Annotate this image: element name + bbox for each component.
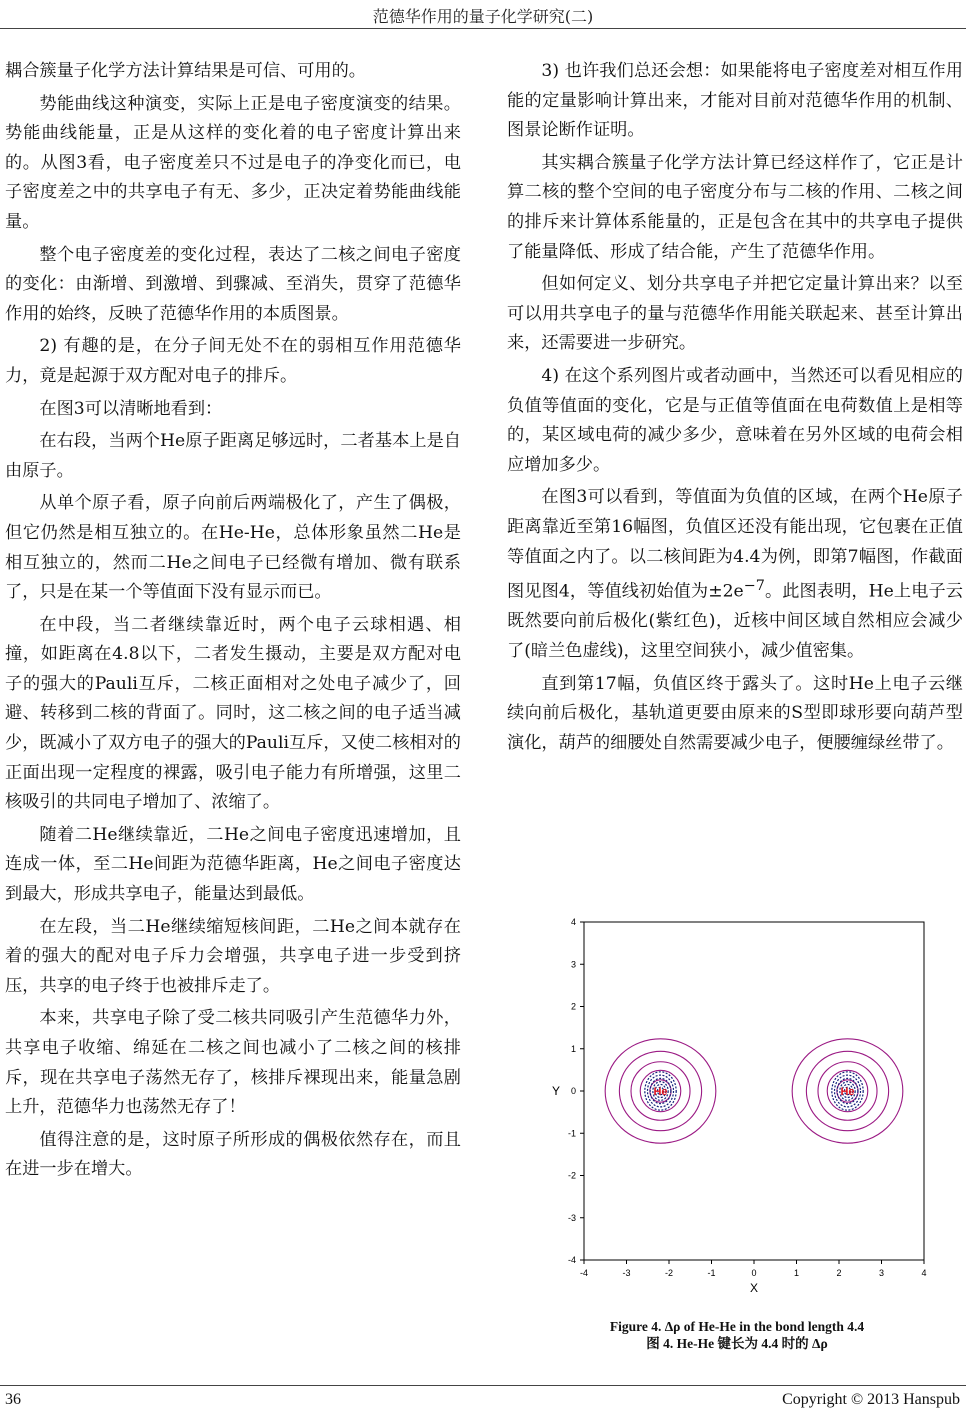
- y-tick-label: 3: [570, 959, 576, 970]
- paragraph-text: 。此图表明，He上电子云既然要向前后极化(紫红色)，近核中间区域自然相应会减少了(暗兰色虚线)，这里空间狭小，减少值密集。: [507, 581, 963, 662]
- paragraph: 2) 有趣的是，在分子间无处不在的弱相互作用范德华力，竟是起源于双方配对电子的排斥。: [5, 336, 461, 386]
- paragraph: 耦合簇量子化学方法计算结果是可信、可用的。: [5, 61, 366, 81]
- paragraph: 势能曲线这种演变，实际上正是电子密度演变的结果。势能曲线能量，正是从这样的变化着的电子密度计算出来的。从图3看，电子密度差只不过是电子的净变化而已，电子密度差之中的共享电子有无、多少，正决定着势能曲线能量。: [5, 93, 461, 232]
- paragraph: 在中段，当二者继续靠近时，两个电子云球相遇、相撞，如距离在4.8以下，二者发生摄动，主要是双方配对电子的强大的Pauli互斥，二核正面相对之处电子减少了，回避、转移到二核的背面了。同时，这二核之间的电子适当减少，既减小了双方电子的强大的Pauli互斥，又使二核相对的正面出现一定程度的裸露，吸引电子能力有所增强，这里二核吸引的共同电子增加了、浓缩了。: [5, 614, 461, 813]
- y-tick-label: -1: [567, 1128, 576, 1139]
- paragraph: 4) 在这个系列图片或者动画中，当然还可以看见相应的负值等值面的变化，它是与正值等值面在电荷数值上是相等的，某区域电荷的减少多少，意味着在另外区域的电荷会相应增加多少。: [507, 365, 963, 475]
- paragraph: 在右段，当两个He原子距离足够远时，二者基本上是自由原子。: [5, 431, 461, 481]
- y-axis-label: Y: [551, 1084, 561, 1098]
- paragraph: [507, 483, 963, 666]
- running-title: 范德华作用的量子化学研究(二): [372, 7, 594, 26]
- y-tick-label: 2: [570, 1001, 576, 1012]
- atom-label: He: [840, 1086, 855, 1098]
- paragraph: 值得注意的是，这时原子所形成的偶极依然存在，而且在进一步在增大。: [5, 1129, 461, 1180]
- paragraph: 3) 也许我们总还会想：如果能将电子密度差对相互作用能的定量影响计算出来，才能对目前对范德华作用的机制、图景论断作证明。: [507, 61, 963, 141]
- page-number: 36: [5, 1391, 21, 1408]
- x-tick-label: -2: [664, 1268, 674, 1278]
- figure-caption: [507, 1318, 966, 1352]
- x-axis-label: X: [749, 1281, 759, 1295]
- figure-4: [520, 908, 960, 1328]
- y-tick-label: 4: [570, 917, 576, 927]
- paragraph: 整个电子密度差的变化过程，表达了二核之间电子密度的变化：由渐增、到激增、到骤减、至消失，贯穿了范德华作用的始终，反映了范德华作用的本质图景。: [5, 244, 461, 324]
- paragraph: 直到第17幅，负值区终于露头了。这时He上电子云继续向前后极化，基轨道更要由原来的S型即球形要向葫芦型演化，葫芦的细腰处自然需要减少电子，便腰缠绿丝带了。: [507, 673, 963, 753]
- x-tick-label: -1: [707, 1268, 716, 1278]
- superscript: −7: [743, 578, 765, 595]
- paragraph-text: 在图3可以看到，等值面为负值的区域，在两个He原子距离靠近至第16幅图，负值区还没有能出现，它包裹在正值等值面之内了。以二核间距为4.4为例，即第7幅图，作截面图见图4，等值线初始值为±2e: [507, 487, 963, 602]
- x-tick-label: 3: [878, 1268, 885, 1278]
- x-tick-label: 0: [751, 1268, 757, 1278]
- caption-chinese: 图 4. He-He 键长为 4.4 时的 Δρ: [646, 1336, 828, 1351]
- paragraph: 其实耦合簇量子化学方法计算已经这样作了，它正是计算二核的整个空间的电子密度分布与二核的作用、二核之间的排斥来计算体系能量的，正是包含在其中的共享电子提供了能量降低、形成了结合能，产生了范德华作用。: [507, 152, 963, 262]
- x-tick-label: 4: [921, 1268, 927, 1278]
- header-rule: [0, 28, 966, 29]
- y-tick-label: -3: [567, 1212, 576, 1223]
- caption-english: Figure 4. Δρ of He-He in the bond length 4.4: [609, 1319, 865, 1334]
- paragraph: 随着二He继续靠近，二He之间电子密度迅速增加，且连成一体，至二He间距为范德华距离，He之间电子密度达到最大，形成共享电子，能量达到最低。: [5, 824, 461, 905]
- y-tick-label: 0: [570, 1086, 576, 1096]
- paragraph: 但如何定义、划分共享电子并把它定量计算出来？以至可以用共享电子的量与范德华作用能关联起来、甚至计算出来，还需要进一步研究。: [507, 274, 963, 354]
- plot-frame: [584, 922, 924, 1260]
- contour-plot: [520, 908, 960, 1328]
- right-column: [507, 57, 963, 761]
- footer-rule: [0, 1385, 966, 1386]
- paragraph: 在图3可以清晰地看到：: [39, 398, 223, 419]
- x-tick-label: 2: [836, 1268, 842, 1278]
- paragraph: 本来，共享电子除了受二核共同吸引产生范德华力外，共享电子收缩、绵延在二核之间也减小了二核之间的核排斥，现在共享电子荡然无存了，核排斥裸现出来，能量急剧上升，范德华力也荡然无存了！: [5, 1008, 461, 1118]
- copyright: Copyright © 2013 Hanspub: [782, 1391, 960, 1408]
- y-tick-label: -4: [567, 1255, 576, 1265]
- atom-label: He: [653, 1086, 668, 1098]
- paragraph: 从单个原子看，原子向前后两端极化了，产生了偶极，但它仍然是相互独立的。在He-He，总体形象虽然二He是相互独立的，然而二He之间电子已经微有增加、微有联系了，只是在某一个等值面下没有显示而已。: [5, 493, 461, 603]
- x-tick-label: -4: [579, 1268, 589, 1278]
- y-tick-label: 1: [570, 1043, 576, 1054]
- x-tick-label: -3: [622, 1268, 631, 1278]
- left-column: [5, 57, 461, 1188]
- paragraph: 在左段，当二He继续缩短核间距，二He之间本就存在着的强大的配对电子斥力会增强，共享电子进一步受到挤压，共享的电子终于也被排斥走了。: [5, 916, 461, 996]
- x-tick-label: 1: [793, 1268, 800, 1278]
- y-tick-label: -2: [567, 1170, 576, 1181]
